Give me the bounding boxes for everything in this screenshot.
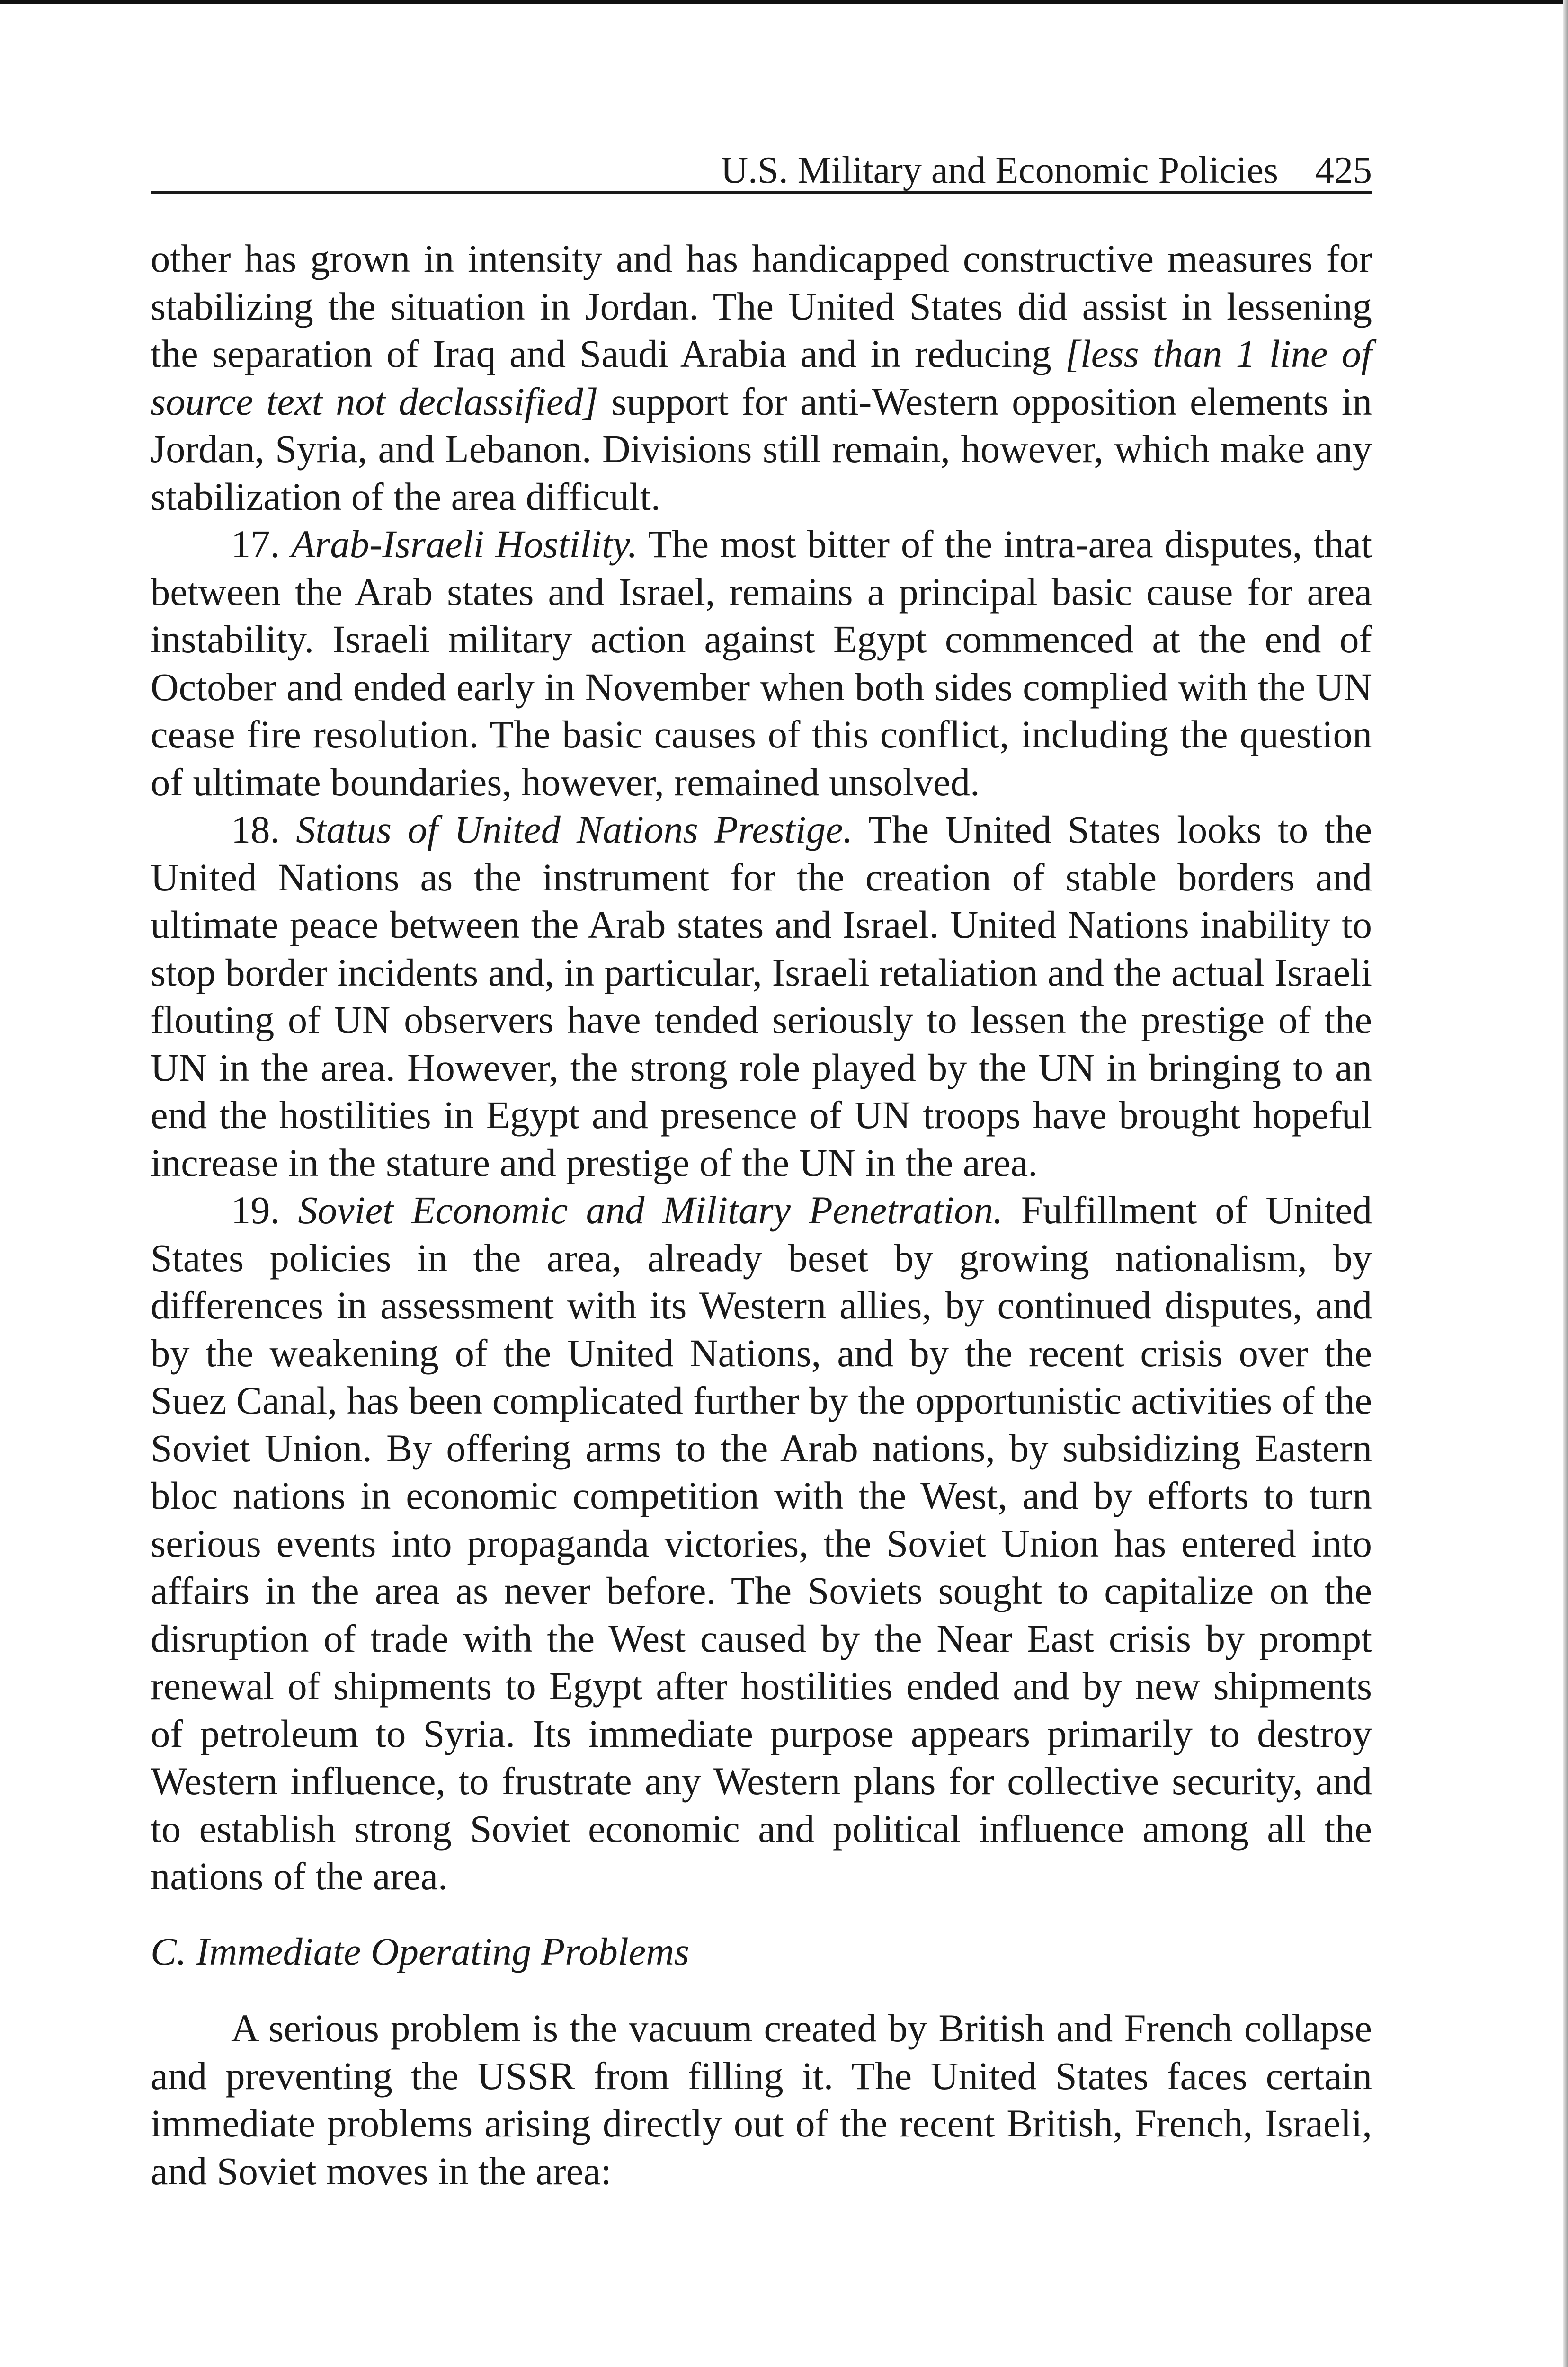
paragraph-18-number: 18. xyxy=(231,808,280,851)
running-head xyxy=(151,142,1372,194)
redaction-note: [less than 1 line of source text not declassified] xyxy=(151,332,1372,423)
paragraph-18 xyxy=(151,806,1372,1186)
paragraph-17-number: 17. xyxy=(231,522,280,566)
paragraph-18-text: The United States looks to the United Nations as the instrument for the creation of stable borders and ultimate peace between the Arab states and Israel. United Nations inability to stop border incidents and, in particular, Israeli retaliation and the actual Israeli flouting of UN observers have tended seriously to lessen the prestige of the UN in the area. However, the strong role played by the UN in bringing to an end the hostilities in Egypt and presence of UN troops have brought hopeful increase in the stature and prestige of the UN in the area. xyxy=(151,808,1372,1184)
page-body xyxy=(151,235,1372,2195)
running-head-title: U.S. Military and Economic Policies xyxy=(721,150,1278,191)
page-number: 425 xyxy=(1315,150,1372,191)
paragraph-17-title: Arab-Israeli Hostility. xyxy=(291,522,638,566)
paragraph-continued xyxy=(151,235,1372,520)
paragraph-continued-text-after: support for anti-Western opposition elements in Jordan, Syria, and Lebanon. Divisions still remain, however, which make any stabilization of the area difficult. xyxy=(151,379,1372,518)
section-c-paragraph: A serious problem is the vacuum created by British and French collapse and preventing the USSR from filling it. The United States faces certain immediate problems arising directly out of the recent British, French, Israeli, and Soviet moves in the area: xyxy=(151,2006,1372,2193)
paragraph-19-title: Soviet Economic and Military Penetration. xyxy=(298,1188,1003,1232)
scan-top-edge xyxy=(0,0,1568,4)
paragraph-19 xyxy=(151,1186,1372,1900)
paragraph-continued-text: other has grown in intensity and has handicapped constructive measures for stabilizing the situation in Jordan. The United States did assist in lessening the separation of Iraq and Saudi Arabia and in reducing xyxy=(151,237,1372,375)
scan-right-edge xyxy=(1563,0,1568,2367)
paragraph-18-title: Status of United Nations Prestige. xyxy=(296,808,853,851)
paragraph-19-number: 19. xyxy=(231,1188,280,1232)
paragraph-19-text: Fulfillment of United States policies in the area, already beset by growing nationalism, by differences in assessment with its Western allies, by continued disputes, and by the weakening of the United Nations, and by the recent crisis over the Suez Canal, has been complicated further by the opportunistic activities of the Soviet Union. By offering arms to the Arab nations, by subsidizing Eastern bloc nations in economic competition with the West, and by efforts to turn serious events into propaganda victories, the Soviet Union has entered into affairs in the area as never before. The Soviets sought to capitalize on the disruption of trade with the West caused by the Near East crisis by prompt renewal of shipments to Egypt after hostilities ended and by new shipments of petroleum to Syria. Its immediate purpose appears primarily to destroy Western influence, to frustrate any Western plans for collective security, and to establish strong Soviet economic and political influence among all the nations of the area. xyxy=(151,1188,1372,1898)
section-heading: C. Immediate Operating Problems xyxy=(151,1929,690,1973)
paragraph-17 xyxy=(151,520,1372,806)
paragraph-17-text: The most bitter of the intra-area disputes, that between the Arab states and Israel, remains a principal basic cause for area instability. Israeli military action against Egypt commenced at the end of October and ended early in November when both sides complied with the UN cease fire resolution. The basic causes of this conflict, including the question of ultimate boundaries, however, remained unsolved. xyxy=(151,522,1372,804)
